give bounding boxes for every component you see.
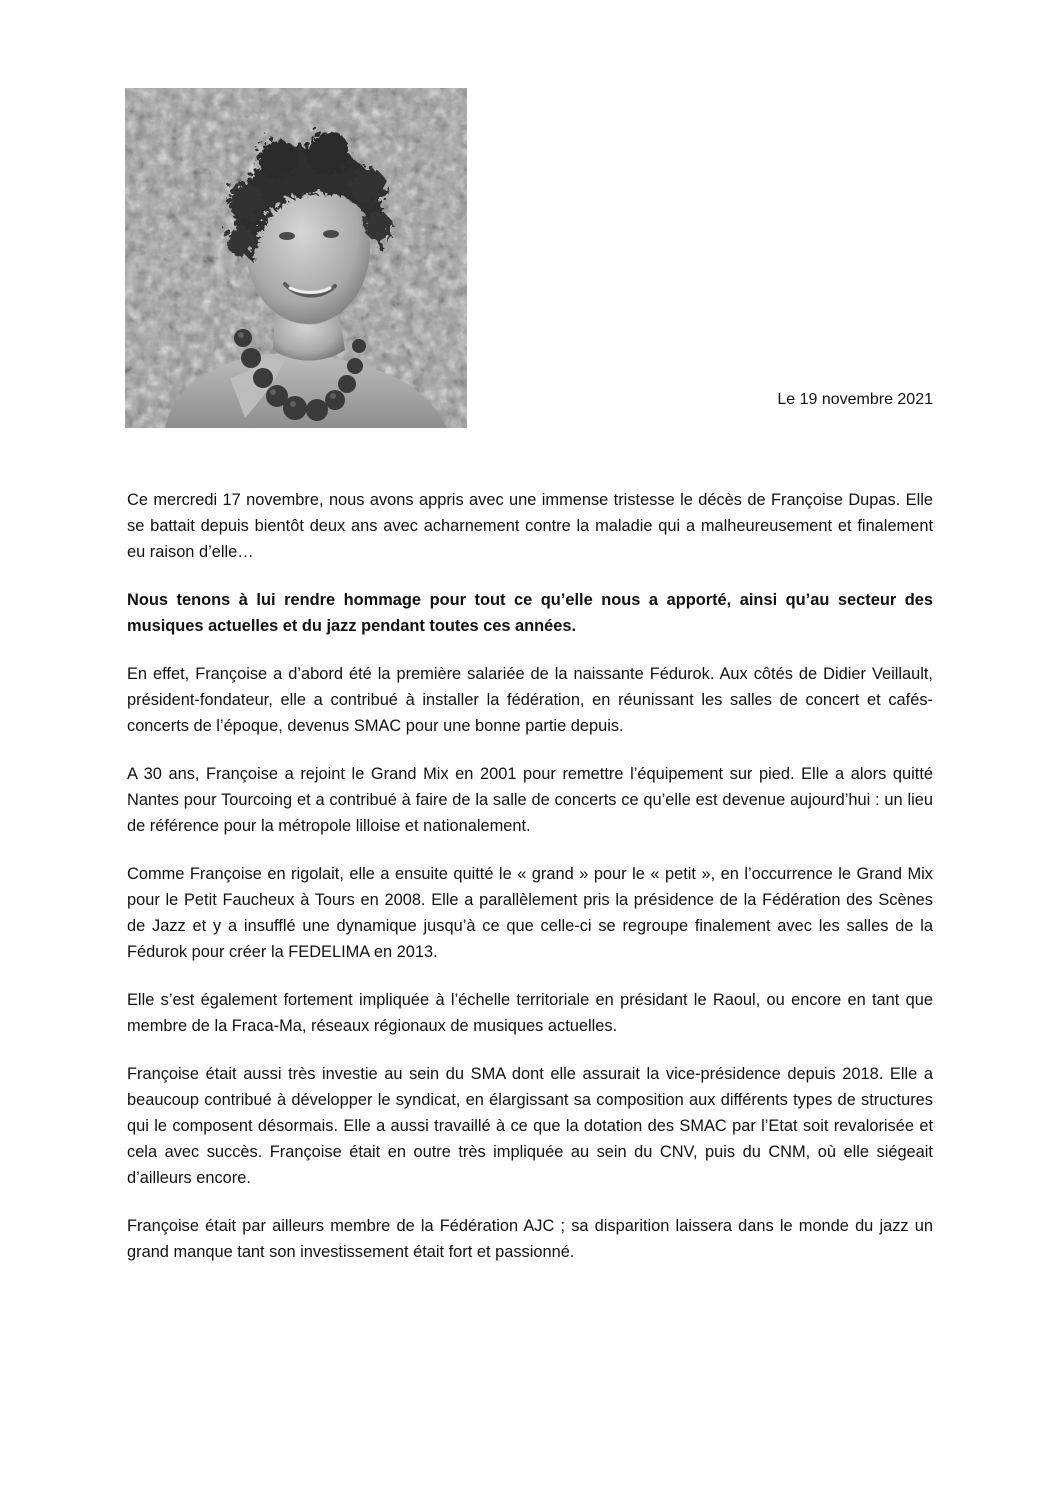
paragraph-grand-mix: A 30 ans, Françoise a rejoint le Grand Mix en 2001 pour remettre l’équipement sur pied. Elle a alors quitté Nantes pour Tourcoing et a contribué à faire de la salle de concerts ce qu’elle est devenue aujourd’hui : un lieu de référence pour la métropole lilloise et nationalement. <box>127 765 933 835</box>
paragraph-petit-faucheux: Comme Françoise en rigolait, elle a ensuite quitté le « grand » pour le « petit », en l’occurrence le Grand Mix pour le Petit Faucheux à Tours en 2008. Elle a parallèlement pris la présidence de la Fédération des Scènes de Jazz et y a insufflé une dynamique jusqu’à ce que celle-ci se regroupe finalement avec les salles de la Fédurok pour créer la FEDELIMA en 2013. <box>127 865 933 961</box>
letter-date: Le 19 novembre 2021 <box>777 391 933 408</box>
letter-body <box>127 487 933 1287</box>
paragraph-territorial: Elle s’est également fortement impliquée à l’échelle territoriale en présidant le Raoul, ou encore en tant que membre de la Fraca-Ma, réseaux régionaux de musiques actuelles. <box>127 991 933 1035</box>
paragraph-fedurok: En effet, Françoise a d’abord été la première salariée de la naissante Fédurok. Aux côtés de Didier Veillault, président-fondateur, elle a contribué à installer la fédération, en réunissant les salles de concert et cafés-concerts de l’époque, devenus SMAC pour une bonne partie depuis. <box>127 665 933 735</box>
paragraph-sma: Françoise était aussi très investie au sein du SMA dont elle assurait la vice-présidence depuis 2018. Elle a beaucoup contribué à développer le syndicat, en élargissant sa composition aux différents types de structures qui le composent désormais. Elle a aussi travaillé à ce que la dotation des SMAC par l’Etat soit revalorisée et cela avec succès. Françoise était en outre très impliquée au sein du CNV, puis du CNM, où elle siégeait d’ailleurs encore. <box>127 1065 933 1187</box>
portrait-photo-icon <box>125 88 467 428</box>
paragraph-tribute: Nous tenons à lui rendre hommage pour tout ce qu’elle nous a apporté, ainsi qu’au secteur des musiques actuelles et du jazz pendant toutes ces années. <box>127 591 933 635</box>
paragraph-ajc: Françoise était par ailleurs membre de la Fédération AJC ; sa disparition laissera dans le monde du jazz un grand manque tant son investissement était fort et passionné. <box>127 1217 933 1261</box>
paragraph-announcement: Ce mercredi 17 novembre, nous avons appris avec une immense tristesse le décès de Françoise Dupas. Elle se battait depuis bientôt deux ans avec acharnement contre la maladie qui a malheureusement et finalement eu raison d’elle… <box>127 491 933 561</box>
portrait-photo <box>125 88 467 428</box>
